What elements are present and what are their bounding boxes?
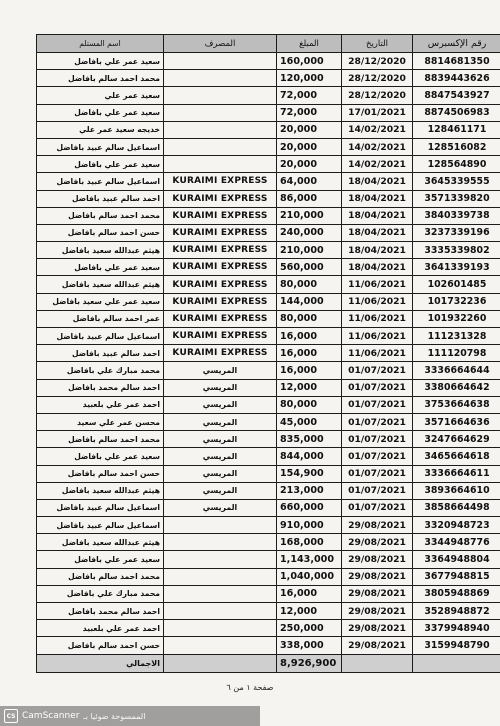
- header-recipient: اسم المستلم: [37, 35, 164, 53]
- date-cell: 14/02/2021: [342, 121, 413, 138]
- table-row: [37, 379, 500, 396]
- table-row: [37, 121, 500, 138]
- bank-cell: المريسي: [164, 448, 277, 465]
- bank-cell: KURAIMI EXPRESS: [164, 259, 277, 276]
- recipient-cell: محمد احمد سالم بافاضل: [37, 431, 164, 448]
- recipient-cell: محمد مبارك علي بافاضل: [37, 362, 164, 379]
- total-amount: 8,926,900: [277, 654, 342, 672]
- camscanner-brand: CamScanner: [22, 711, 80, 721]
- bank-cell: المريسي: [164, 413, 277, 430]
- bank-cell: المريسي: [164, 465, 277, 482]
- amount-cell: 844,000: [277, 448, 342, 465]
- table-row: [37, 517, 500, 534]
- express-number-cell: 8874506983: [413, 104, 500, 121]
- date-cell: 29/08/2021: [342, 517, 413, 534]
- express-number-cell: 3893664610: [413, 482, 500, 499]
- recipient-cell: اسماعيل سالم عبيد بافاضل: [37, 173, 164, 190]
- date-cell: 29/08/2021: [342, 620, 413, 637]
- amount-cell: 80,000: [277, 276, 342, 293]
- total-empty-cell: [342, 654, 413, 672]
- bank-cell: [164, 517, 277, 534]
- recipient-cell: سعيد عمر علي بافاضل: [37, 53, 164, 70]
- amount-cell: 1,040,000: [277, 568, 342, 585]
- amount-cell: 120,000: [277, 70, 342, 87]
- date-cell: 18/04/2021: [342, 242, 413, 259]
- bank-cell: [164, 585, 277, 602]
- bank-cell: [164, 121, 277, 138]
- recipient-cell: حسن احمد سالم بافاضل: [37, 465, 164, 482]
- bank-cell: KURAIMI EXPRESS: [164, 207, 277, 224]
- table-row: [37, 156, 500, 173]
- date-cell: 11/06/2021: [342, 310, 413, 327]
- amount-cell: 338,000: [277, 637, 342, 654]
- bank-cell: KURAIMI EXPRESS: [164, 345, 277, 362]
- recipient-cell: حسن احمد سالم بافاضل: [37, 224, 164, 241]
- date-cell: 14/02/2021: [342, 138, 413, 155]
- table-row: [37, 413, 500, 430]
- express-number-cell: 3805948869: [413, 585, 500, 602]
- recipient-cell: اسماعيل سالم عبيد بافاضل: [37, 499, 164, 516]
- table-header-row: [37, 35, 500, 53]
- table-row: [37, 259, 500, 276]
- total-row: [37, 654, 500, 672]
- date-cell: 01/07/2021: [342, 431, 413, 448]
- date-cell: 01/07/2021: [342, 482, 413, 499]
- page-indicator: صفحة ١ من ٦: [226, 683, 274, 692]
- date-cell: 18/04/2021: [342, 173, 413, 190]
- recipient-cell: سعيد عمر علي سعيد بافاضل: [37, 293, 164, 310]
- date-cell: 11/06/2021: [342, 276, 413, 293]
- bank-cell: KURAIMI EXPRESS: [164, 293, 277, 310]
- date-cell: 11/06/2021: [342, 345, 413, 362]
- recipient-cell: احمد عمر علي بلعبيد: [37, 620, 164, 637]
- express-number-cell: 3677948815: [413, 568, 500, 585]
- transfers-table: [36, 34, 500, 673]
- express-number-cell: 8847543927: [413, 87, 500, 104]
- bank-cell: [164, 70, 277, 87]
- bank-cell: KURAIMI EXPRESS: [164, 224, 277, 241]
- amount-cell: 16,000: [277, 328, 342, 345]
- table-body: [37, 53, 500, 655]
- table-row: [37, 396, 500, 413]
- amount-cell: 20,000: [277, 138, 342, 155]
- express-number-cell: 101932260: [413, 310, 500, 327]
- express-number-cell: 3753664638: [413, 396, 500, 413]
- bank-cell: [164, 551, 277, 568]
- table-row: [37, 276, 500, 293]
- express-number-cell: 3641339193: [413, 259, 500, 276]
- table-row: [37, 173, 500, 190]
- bank-cell: المريسي: [164, 396, 277, 413]
- bank-cell: KURAIMI EXPRESS: [164, 276, 277, 293]
- bank-cell: المريسي: [164, 379, 277, 396]
- recipient-cell: محمد مبارك علي بافاضل: [37, 585, 164, 602]
- table-row: [37, 138, 500, 155]
- date-cell: 29/08/2021: [342, 603, 413, 620]
- table-row: [37, 328, 500, 345]
- date-cell: 18/04/2021: [342, 207, 413, 224]
- date-cell: 01/07/2021: [342, 499, 413, 516]
- express-number-cell: 111120798: [413, 345, 500, 362]
- date-cell: 11/06/2021: [342, 293, 413, 310]
- bank-cell: KURAIMI EXPRESS: [164, 310, 277, 327]
- bank-cell: [164, 104, 277, 121]
- date-cell: 17/01/2021: [342, 104, 413, 121]
- recipient-cell: احمد سالم عبيد بافاضل: [37, 190, 164, 207]
- amount-cell: 80,000: [277, 310, 342, 327]
- date-cell: 01/07/2021: [342, 362, 413, 379]
- date-cell: 29/08/2021: [342, 551, 413, 568]
- recipient-cell: محمد احمد سالم بافاضل: [37, 207, 164, 224]
- recipient-cell: هيثم عبدالله سعيد بافاضل: [37, 276, 164, 293]
- express-number-cell: 3364948804: [413, 551, 500, 568]
- date-cell: 01/07/2021: [342, 413, 413, 430]
- express-number-cell: 3237339196: [413, 224, 500, 241]
- express-number-cell: 3645339555: [413, 173, 500, 190]
- camscanner-watermark: [0, 706, 260, 726]
- express-number-cell: 3465664618: [413, 448, 500, 465]
- amount-cell: 20,000: [277, 121, 342, 138]
- table-row: [37, 53, 500, 70]
- table-row: [37, 551, 500, 568]
- table-row: [37, 534, 500, 551]
- bank-cell: [164, 620, 277, 637]
- bank-cell: KURAIMI EXPRESS: [164, 242, 277, 259]
- amount-cell: 64,000: [277, 173, 342, 190]
- express-number-cell: 3571339820: [413, 190, 500, 207]
- bank-cell: KURAIMI EXPRESS: [164, 190, 277, 207]
- recipient-cell: هيثم عبدالله سعيد بافاضل: [37, 534, 164, 551]
- date-cell: 29/08/2021: [342, 568, 413, 585]
- recipient-cell: عمر احمد سالم بافاضل: [37, 310, 164, 327]
- bank-cell: المريسي: [164, 362, 277, 379]
- amount-cell: 835,000: [277, 431, 342, 448]
- table-row: [37, 482, 500, 499]
- total-label: الاجمالي: [37, 654, 164, 672]
- amount-cell: 154,900: [277, 465, 342, 482]
- express-number-cell: 3379948940: [413, 620, 500, 637]
- amount-cell: 12,000: [277, 603, 342, 620]
- amount-cell: 86,000: [277, 190, 342, 207]
- date-cell: 28/12/2020: [342, 53, 413, 70]
- date-cell: 18/04/2021: [342, 224, 413, 241]
- express-number-cell: 8839443626: [413, 70, 500, 87]
- recipient-cell: اسماعيل سالم عبيد بافاضل: [37, 517, 164, 534]
- amount-cell: 16,000: [277, 345, 342, 362]
- amount-cell: 45,000: [277, 413, 342, 430]
- amount-cell: 560,000: [277, 259, 342, 276]
- express-number-cell: 3840339738: [413, 207, 500, 224]
- amount-cell: 160,000: [277, 53, 342, 70]
- amount-cell: 144,000: [277, 293, 342, 310]
- amount-cell: 1,143,000: [277, 551, 342, 568]
- express-number-cell: 8814681350: [413, 53, 500, 70]
- table-row: [37, 585, 500, 602]
- recipient-cell: اسماعيل سالم عبيد بافاضل: [37, 138, 164, 155]
- express-number-cell: 3336664644: [413, 362, 500, 379]
- bank-cell: المريسي: [164, 431, 277, 448]
- header-amount: المبلغ: [277, 35, 342, 53]
- express-number-cell: 3335339802: [413, 242, 500, 259]
- table-row: [37, 293, 500, 310]
- table-row: [37, 207, 500, 224]
- bank-cell: المريسي: [164, 499, 277, 516]
- amount-cell: 20,000: [277, 156, 342, 173]
- date-cell: 01/07/2021: [342, 448, 413, 465]
- bank-cell: [164, 603, 277, 620]
- table-row: [37, 499, 500, 516]
- table-row: [37, 104, 500, 121]
- recipient-cell: محمد احمد سالم بافاضل: [37, 70, 164, 87]
- recipient-cell: احمد عمر علي بلعبيد: [37, 396, 164, 413]
- table-row: [37, 224, 500, 241]
- table-row: [37, 620, 500, 637]
- amount-cell: 213,000: [277, 482, 342, 499]
- recipient-cell: احمد سالم عبيد بافاضل: [37, 345, 164, 362]
- express-number-cell: 3320948723: [413, 517, 500, 534]
- camscanner-logo-icon: CS: [4, 709, 18, 723]
- date-cell: 11/06/2021: [342, 328, 413, 345]
- amount-cell: 910,000: [277, 517, 342, 534]
- recipient-cell: هيثم عبدالله سعيد بافاضل: [37, 242, 164, 259]
- date-cell: 14/02/2021: [342, 156, 413, 173]
- table-row: [37, 87, 500, 104]
- date-cell: 01/07/2021: [342, 465, 413, 482]
- bank-cell: [164, 568, 277, 585]
- table-row: [37, 431, 500, 448]
- express-number-cell: 101732236: [413, 293, 500, 310]
- amount-cell: 80,000: [277, 396, 342, 413]
- table-row: [37, 362, 500, 379]
- bank-cell: [164, 156, 277, 173]
- bank-cell: [164, 637, 277, 654]
- amount-cell: 210,000: [277, 242, 342, 259]
- table-row: [37, 568, 500, 585]
- recipient-cell: محمد احمد سالم بافاضل: [37, 568, 164, 585]
- bank-cell: المريسي: [164, 482, 277, 499]
- date-cell: 29/08/2021: [342, 585, 413, 602]
- recipient-cell: خديجه سعيد عمر علي: [37, 121, 164, 138]
- express-number-cell: 3571664636: [413, 413, 500, 430]
- amount-cell: 16,000: [277, 362, 342, 379]
- table-row: [37, 310, 500, 327]
- express-number-cell: 3528948872: [413, 603, 500, 620]
- header-bank: المصرف: [164, 35, 277, 53]
- recipient-cell: سعيد عمر علي بافاضل: [37, 104, 164, 121]
- recipient-cell: سعيد عمر علي بافاضل: [37, 448, 164, 465]
- express-number-cell: 128516082: [413, 138, 500, 155]
- header-express-number: رقم الإكسبرس: [413, 35, 500, 53]
- date-cell: 01/07/2021: [342, 379, 413, 396]
- amount-cell: 16,000: [277, 585, 342, 602]
- express-number-cell: 111231328: [413, 328, 500, 345]
- bank-cell: KURAIMI EXPRESS: [164, 173, 277, 190]
- recipient-cell: هيثم عبدالله سعيد بافاضل: [37, 482, 164, 499]
- date-cell: 29/08/2021: [342, 637, 413, 654]
- bank-cell: [164, 87, 277, 104]
- date-cell: 28/12/2020: [342, 87, 413, 104]
- table-row: [37, 345, 500, 362]
- date-cell: 29/08/2021: [342, 534, 413, 551]
- table-row: [37, 637, 500, 654]
- table-row: [37, 448, 500, 465]
- recipient-cell: محسن عمر علي سعيد: [37, 413, 164, 430]
- recipient-cell: احمد سالم محمد بافاضل: [37, 603, 164, 620]
- bank-cell: [164, 534, 277, 551]
- bank-cell: [164, 138, 277, 155]
- recipient-cell: سعيد عمر علي: [37, 87, 164, 104]
- amount-cell: 250,000: [277, 620, 342, 637]
- amount-cell: 72,000: [277, 87, 342, 104]
- express-number-cell: 3336664611: [413, 465, 500, 482]
- amount-cell: 168,000: [277, 534, 342, 551]
- bank-cell: KURAIMI EXPRESS: [164, 328, 277, 345]
- amount-cell: 660,000: [277, 499, 342, 516]
- recipient-cell: اسماعيل سالم عبيد بافاضل: [37, 328, 164, 345]
- date-cell: 01/07/2021: [342, 396, 413, 413]
- amount-cell: 240,000: [277, 224, 342, 241]
- date-cell: 28/12/2020: [342, 70, 413, 87]
- date-cell: 18/04/2021: [342, 190, 413, 207]
- table-row: [37, 465, 500, 482]
- table-row: [37, 190, 500, 207]
- express-number-cell: 3858664498: [413, 499, 500, 516]
- date-cell: 18/04/2021: [342, 259, 413, 276]
- recipient-cell: احمد سالم محمد بافاضل: [37, 379, 164, 396]
- express-number-cell: 128564890: [413, 156, 500, 173]
- table-row: [37, 70, 500, 87]
- bank-cell: [164, 53, 277, 70]
- total-empty-cell: [164, 654, 277, 672]
- express-number-cell: 3247664629: [413, 431, 500, 448]
- amount-cell: 210,000: [277, 207, 342, 224]
- amount-cell: 72,000: [277, 104, 342, 121]
- recipient-cell: حسن احمد سالم بافاضل: [37, 637, 164, 654]
- recipient-cell: سعيد عمر علي بافاضل: [37, 551, 164, 568]
- express-number-cell: 102601485: [413, 276, 500, 293]
- scanned-with-text: الممسوحة ضوئيا بـ: [83, 711, 146, 721]
- express-number-cell: 128461171: [413, 121, 500, 138]
- express-number-cell: 3344948776: [413, 534, 500, 551]
- recipient-cell: سعيد عمر علي بافاضل: [37, 259, 164, 276]
- table-row: [37, 242, 500, 259]
- header-date: التاريخ: [342, 35, 413, 53]
- amount-cell: 12,000: [277, 379, 342, 396]
- table-row: [37, 603, 500, 620]
- express-number-cell: 3159948790: [413, 637, 500, 654]
- recipient-cell: سعيد عمر علي بافاضل: [37, 156, 164, 173]
- total-empty-cell: [413, 654, 500, 672]
- express-number-cell: 3380664642: [413, 379, 500, 396]
